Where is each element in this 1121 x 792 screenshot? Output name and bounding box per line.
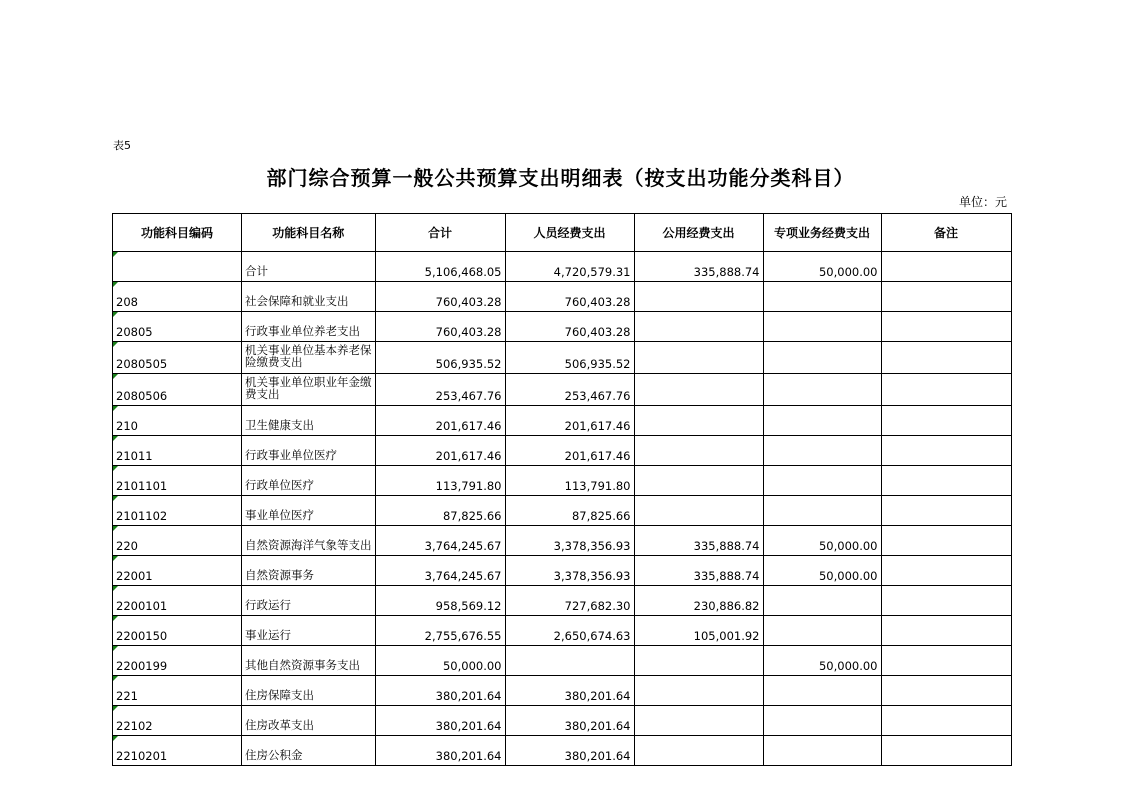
table-row: [113, 706, 1012, 736]
total-cell: 3,764,245.67: [375, 526, 505, 556]
note-cell: [881, 496, 1011, 526]
name-cell: 事业单位医疗: [242, 496, 376, 526]
note-cell: [881, 466, 1011, 496]
note-cell: [881, 282, 1011, 312]
name-cell: 卫生健康支出: [242, 406, 376, 436]
special-cell: [763, 312, 881, 342]
total-cell: 3,764,245.67: [375, 556, 505, 586]
note-cell: [881, 526, 1011, 556]
personnel-cell: 380,201.64: [505, 676, 634, 706]
column-header: 专项业务经费支出: [763, 214, 881, 252]
table-row: [113, 342, 1012, 374]
special-cell: [763, 342, 881, 374]
special-cell: [763, 436, 881, 466]
total-cell: 760,403.28: [375, 282, 505, 312]
table-row: [113, 526, 1012, 556]
special-cell: 50,000.00: [763, 556, 881, 586]
name-cell: 其他自然资源事务支出: [242, 646, 376, 676]
public-cell: [634, 676, 763, 706]
public-cell: [634, 706, 763, 736]
name-cell: 自然资源海洋气象等支出: [242, 526, 376, 556]
total-cell: 113,791.80: [375, 466, 505, 496]
note-cell: [881, 616, 1011, 646]
note-cell: [881, 736, 1011, 766]
code-cell: 220: [113, 526, 242, 556]
note-cell: [881, 646, 1011, 676]
personnel-cell: 760,403.28: [505, 282, 634, 312]
note-cell: [881, 676, 1011, 706]
personnel-cell: 2,650,674.63: [505, 616, 634, 646]
column-header: 公用经费支出: [634, 214, 763, 252]
total-cell: 380,201.64: [375, 676, 505, 706]
personnel-cell: 727,682.30: [505, 586, 634, 616]
table-row: [113, 496, 1012, 526]
table-row: [113, 252, 1012, 282]
public-cell: [634, 736, 763, 766]
code-cell: 21011: [113, 436, 242, 466]
table-row: [113, 556, 1012, 586]
name-cell: 住房公积金: [242, 736, 376, 766]
total-cell: 958,569.12: [375, 586, 505, 616]
public-cell: [634, 342, 763, 374]
code-cell: 22102: [113, 706, 242, 736]
name-cell: 合计: [242, 252, 376, 282]
name-cell: 行政事业单位养老支出: [242, 312, 376, 342]
code-cell: 2101101: [113, 466, 242, 496]
name-cell: 住房改革支出: [242, 706, 376, 736]
column-header: 合计: [375, 214, 505, 252]
total-cell: 380,201.64: [375, 736, 505, 766]
personnel-cell: 4,720,579.31: [505, 252, 634, 282]
special-cell: [763, 586, 881, 616]
note-cell: [881, 374, 1011, 406]
special-cell: 50,000.00: [763, 646, 881, 676]
public-cell: [634, 282, 763, 312]
note-cell: [881, 312, 1011, 342]
table-row: [113, 736, 1012, 766]
personnel-cell: 113,791.80: [505, 466, 634, 496]
personnel-cell: 87,825.66: [505, 496, 634, 526]
table-row: [113, 406, 1012, 436]
personnel-cell: 201,617.46: [505, 406, 634, 436]
name-cell: 行政单位医疗: [242, 466, 376, 496]
column-header: 人员经费支出: [505, 214, 634, 252]
note-cell: [881, 556, 1011, 586]
note-cell: [881, 406, 1011, 436]
code-cell: 2080505: [113, 342, 242, 374]
name-cell: 社会保障和就业支出: [242, 282, 376, 312]
total-cell: 87,825.66: [375, 496, 505, 526]
special-cell: [763, 466, 881, 496]
personnel-cell: 3,378,356.93: [505, 556, 634, 586]
public-cell: [634, 312, 763, 342]
note-cell: [881, 706, 1011, 736]
special-cell: [763, 616, 881, 646]
special-cell: [763, 406, 881, 436]
table-row: [113, 436, 1012, 466]
public-cell: [634, 436, 763, 466]
special-cell: [763, 374, 881, 406]
table-row: [113, 282, 1012, 312]
column-header: 功能科目编码: [113, 214, 242, 252]
note-cell: [881, 252, 1011, 282]
public-cell: 335,888.74: [634, 526, 763, 556]
special-cell: [763, 496, 881, 526]
personnel-cell: [505, 646, 634, 676]
name-cell: 行政事业单位医疗: [242, 436, 376, 466]
table-row: [113, 586, 1012, 616]
personnel-cell: 760,403.28: [505, 312, 634, 342]
public-cell: [634, 646, 763, 676]
public-cell: [634, 374, 763, 406]
table-row: [113, 312, 1012, 342]
total-cell: 2,755,676.55: [375, 616, 505, 646]
name-cell: 住房保障支出: [242, 676, 376, 706]
special-cell: [763, 676, 881, 706]
unit-label: 单位：元: [958, 195, 1007, 209]
total-cell: 5,106,468.05: [375, 252, 505, 282]
name-cell: 事业运行: [242, 616, 376, 646]
budget-table: [112, 213, 1012, 766]
column-header: 备注: [881, 214, 1011, 252]
public-cell: [634, 406, 763, 436]
public-cell: 230,886.82: [634, 586, 763, 616]
column-header: 功能科目名称: [242, 214, 376, 252]
table-row: [113, 466, 1012, 496]
public-cell: [634, 496, 763, 526]
code-cell: 210: [113, 406, 242, 436]
table-row: [113, 374, 1012, 406]
name-cell: 自然资源事务: [242, 556, 376, 586]
code-cell: 221: [113, 676, 242, 706]
code-cell: 2200150: [113, 616, 242, 646]
code-cell: 22001: [113, 556, 242, 586]
public-cell: 335,888.74: [634, 556, 763, 586]
special-cell: [763, 706, 881, 736]
code-cell: [113, 252, 242, 282]
personnel-cell: 3,378,356.93: [505, 526, 634, 556]
personnel-cell: 253,467.76: [505, 374, 634, 406]
note-cell: [881, 586, 1011, 616]
note-cell: [881, 436, 1011, 466]
special-cell: 50,000.00: [763, 252, 881, 282]
public-cell: 335,888.74: [634, 252, 763, 282]
code-cell: 2200199: [113, 646, 242, 676]
name-cell: 行政运行: [242, 586, 376, 616]
table-row: [113, 646, 1012, 676]
code-cell: 2210201: [113, 736, 242, 766]
code-cell: 208: [113, 282, 242, 312]
personnel-cell: 201,617.46: [505, 436, 634, 466]
table-row: [113, 676, 1012, 706]
name-cell: 机关事业单位基本养老保险缴费支出: [242, 342, 376, 374]
total-cell: 253,467.76: [375, 374, 505, 406]
total-cell: 50,000.00: [375, 646, 505, 676]
sheet-label: 表5: [113, 139, 131, 152]
public-cell: [634, 466, 763, 496]
page-title: 部门综合预算一般公共预算支出明细表（按支出功能分类科目）: [266, 166, 855, 190]
total-cell: 380,201.64: [375, 706, 505, 736]
total-cell: 201,617.46: [375, 436, 505, 466]
special-cell: [763, 736, 881, 766]
personnel-cell: 380,201.64: [505, 736, 634, 766]
code-cell: 2200101: [113, 586, 242, 616]
code-cell: 20805: [113, 312, 242, 342]
special-cell: 50,000.00: [763, 526, 881, 556]
name-cell: 机关事业单位职业年金缴费支出: [242, 374, 376, 406]
table-row: [113, 616, 1012, 646]
total-cell: 506,935.52: [375, 342, 505, 374]
personnel-cell: 380,201.64: [505, 706, 634, 736]
special-cell: [763, 282, 881, 312]
total-cell: 760,403.28: [375, 312, 505, 342]
code-cell: 2101102: [113, 496, 242, 526]
total-cell: 201,617.46: [375, 406, 505, 436]
code-cell: 2080506: [113, 374, 242, 406]
personnel-cell: 506,935.52: [505, 342, 634, 374]
note-cell: [881, 342, 1011, 374]
public-cell: 105,001.92: [634, 616, 763, 646]
header-row: [113, 214, 1012, 252]
